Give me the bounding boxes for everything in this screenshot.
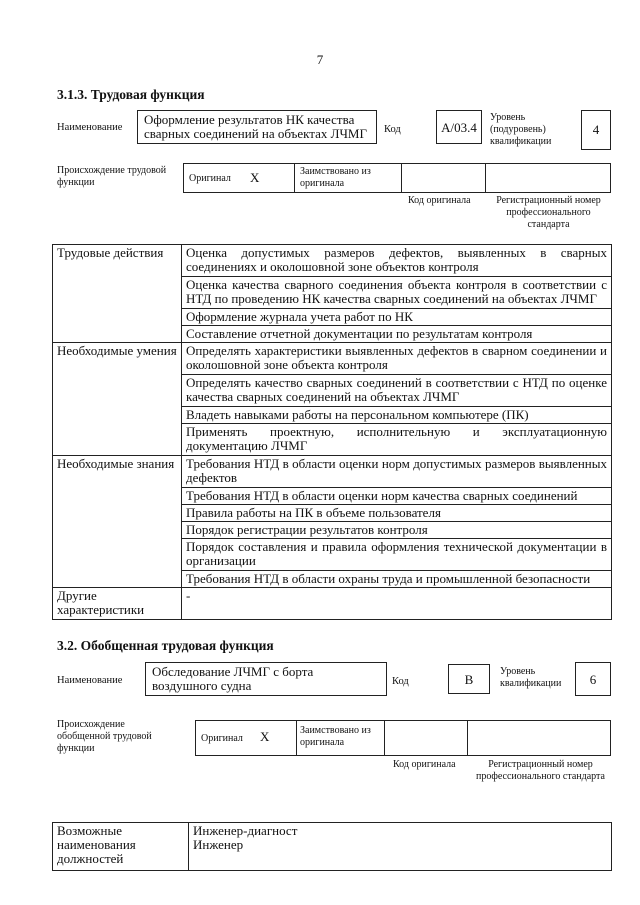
table-cell: Владеть навыками работы на персональном компьютере (ПК) [182, 407, 612, 424]
table-cell: Требования НТД в области оценки норм качества сварных соединений [182, 488, 612, 505]
origin-divider-1 [294, 163, 295, 193]
row-label-skills: Необходимые умения [53, 343, 182, 456]
table-cell: Порядок составления и правила оформления технической документации в организации [182, 539, 612, 571]
level-value: 4 [592, 122, 600, 137]
positions-values [189, 823, 612, 871]
generalized-function-name: Обследование ЛЧМГ с борта воздушного судна [152, 664, 314, 693]
borrowed-label-2: Заимствовано из оригинала [300, 725, 371, 748]
original-mark-2: X [260, 729, 270, 744]
section-heading-2: 3.2. Обобщенная трудовая функция [57, 638, 274, 653]
table-cell: Определять качество сварных соединений в соответствии с НТД по оценке качества сварных соединений на объектах ЛЧМГ [182, 375, 612, 407]
table-cell: Оформление журнала учета работ по НК [182, 309, 612, 326]
origin-divider-2-1 [296, 720, 297, 756]
table-cell: Правила работы на ПК в объеме пользователя [182, 505, 612, 522]
code-value-box [436, 110, 482, 144]
function-name: Оформление результатов НК качества сварных соединений на объектах ЛЧМГ [144, 112, 367, 141]
position-item: Инженер-диагност [193, 823, 298, 838]
level-label: Уровень (подуровень) квалификации [490, 112, 552, 147]
code-value-box-2 [448, 664, 490, 694]
page-number: 7 [316, 52, 324, 67]
origin-divider-2-2 [384, 720, 385, 756]
original-mark: X [250, 170, 260, 185]
row-label-knowledge: Необходимые знания [53, 456, 182, 588]
position-item: Инженер [193, 837, 244, 852]
name-label: Наименование [57, 122, 123, 133]
row-label-other: Другие характеристики [53, 588, 182, 620]
name-value-box-2 [145, 662, 387, 696]
code-original-label: Код оригинала [408, 195, 471, 206]
origin-label: Происхождение трудовой функции [57, 165, 167, 188]
table-cell: - [182, 588, 612, 620]
level-value-box-2 [575, 662, 611, 696]
original-label: Оригинал [189, 173, 231, 184]
table-cell: Требования НТД в области охраны труда и промышленной безопасности [182, 571, 612, 588]
name-label-2: Наименование [57, 675, 123, 686]
table-cell: Составление отчетной документации по результатам контроля [182, 326, 612, 343]
table-cell: Оценка допустимых размеров дефектов, выявленных в сварных соединениях и околошовной зоне объектов контроля [182, 245, 612, 277]
reg-number-label: Регистрационный номер профессионального стандарта [496, 195, 601, 230]
code-label-2: Код [392, 676, 409, 687]
borrowed-label: Заимствовано из оригинала [300, 166, 371, 189]
reg-number-label-2: Регистрационный номер профессионального стандарта [476, 759, 605, 782]
origin-divider-2-3 [467, 720, 468, 756]
table-cell: Требования НТД в области оценки норм допустимых размеров выявленных дефектов [182, 456, 612, 488]
level-value-box [581, 110, 611, 150]
row-label-actions: Трудовые действия [53, 245, 182, 343]
level-value-2: 6 [589, 672, 597, 687]
original-label-2: Оригинал [201, 733, 243, 744]
origin-label-2: Происхождение обобщенной трудовой функции [57, 719, 152, 754]
table-cell: Оценка качества сварного соединения объекта контроля в соответствии с НТД по проведению НК качества сварных соединений на объектах ЛЧМГ [182, 277, 612, 309]
positions-label: Возможные наименования должностей [53, 823, 189, 871]
origin-box-2 [195, 720, 611, 756]
code-value-2: B [464, 672, 474, 687]
labor-function-table [52, 244, 612, 620]
name-value-box [137, 110, 377, 144]
origin-divider-3 [485, 163, 486, 193]
positions-table [52, 822, 612, 871]
section-heading: 3.1.3. Трудовая функция [57, 87, 205, 102]
table-cell: Порядок регистрации результатов контроля [182, 522, 612, 539]
table-cell: Определять характеристики выявленных дефектов в сварном соединении и околошовной зоне объекта контроля [182, 343, 612, 375]
origin-divider-2 [401, 163, 402, 193]
code-label: Код [384, 124, 401, 135]
code-original-label-2: Код оригинала [393, 759, 456, 770]
level-label-2: Уровень квалификации [500, 666, 562, 689]
code-value: A/03.4 [441, 120, 477, 135]
table-cell: Применять проектную, исполнительную и эксплуатационную документацию ЛЧМГ [182, 424, 612, 456]
